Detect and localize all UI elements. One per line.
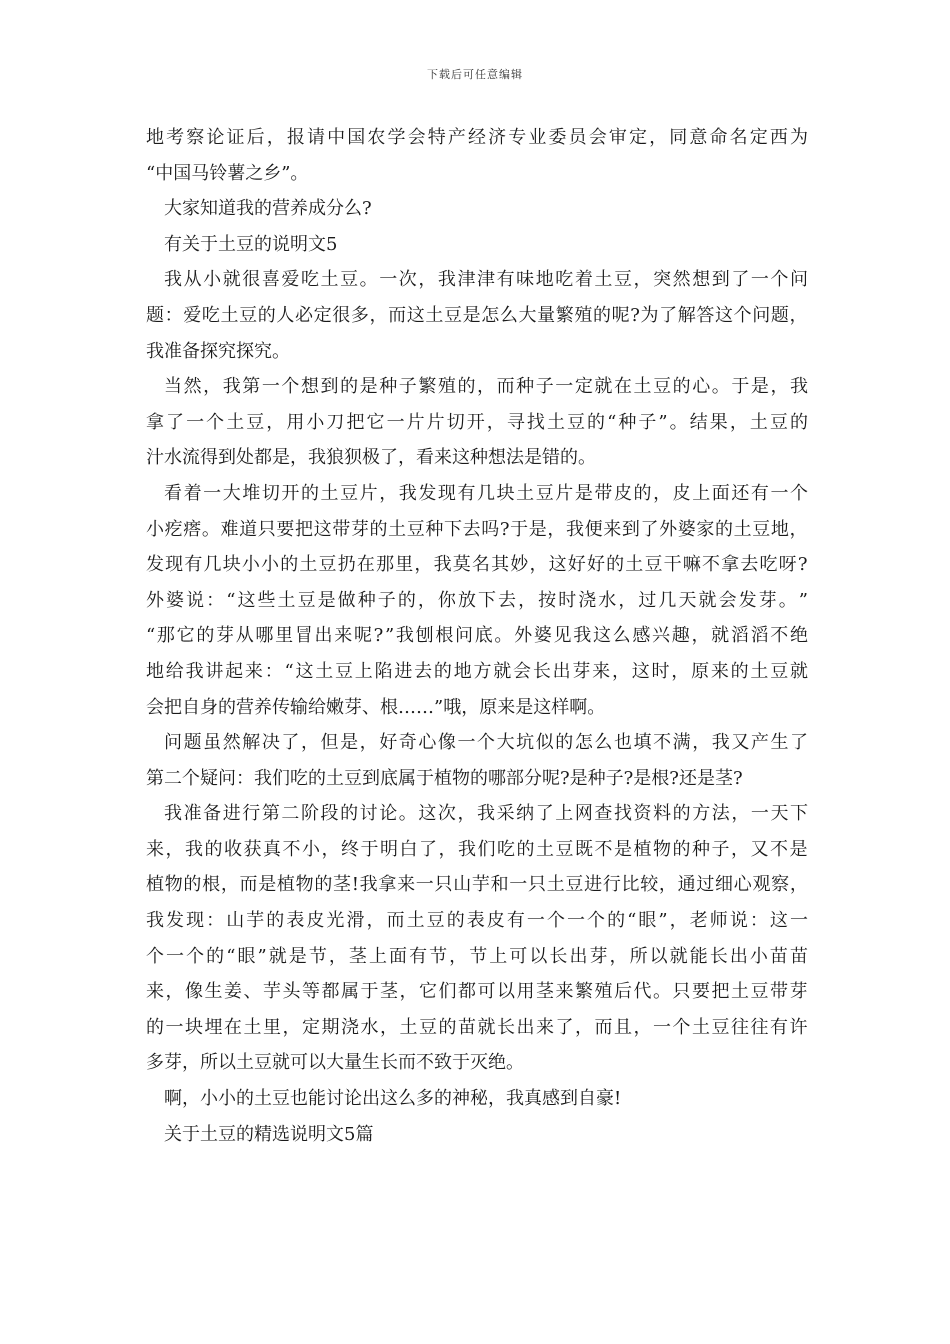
text-line: 题 ： 爱 吃 土 豆 的 人 必 定 很 多 ， 而 这 土 豆 是 怎 么 大 量 繁 殖 的 呢 ? 为 了 解 答 这 个 问 题 ， <box>146 304 808 326</box>
text-line: 关于土豆的精选说明文5篇 <box>164 1123 374 1145</box>
text-line: 拿 了 一 个 土 豆 ， 用 小 刀 把 它 一 片 片 切 开 ， 寻 找 土 豆 的 “ 种 子 ” 。 结 果 ， 土 豆 的 <box>146 411 808 433</box>
text-line: 汁水流得到处都是，我狼狈极了，看来这种想法是错的。 <box>146 447 596 469</box>
text-line: 问 题 虽 然 解 决 了 ， 但 是 ， 好 奇 心 像 一 个 大 坑 似 的 怎 么 也 填 不 满 ， 我 又 产 生 了 <box>164 732 808 754</box>
text-line: 我 从 小 就 很 喜 爱 吃 土 豆 。 一 次 ， 我 津 津 有 味 地 吃 着 土 豆 ， 突 然 想 到 了 一 个 问 <box>164 269 808 291</box>
text-line: “中国马铃薯之乡”。 <box>146 162 309 184</box>
text-line: 外 婆 说 ： “ 这 些 土 豆 是 做 种 子 的 ， 你 放 下 去 ， 按 时 浇 水 ， 过 几 天 就 会 发 芽 。 ” <box>146 589 808 611</box>
text-line: 发 现 有 几 块 小 小 的 土 豆 扔 在 那 里 ， 我 莫 名 其 妙 ， 这 好 好 的 土 豆 干 嘛 不 拿 去 吃 呀 ? <box>146 554 808 576</box>
text-line: 我 发 现 ： 山 芋 的 表 皮 光 滑 ， 而 土 豆 的 表 皮 有 一 个 一 个 的 “ 眼 ” ， 老 师 说 ： 这 一 <box>146 910 808 932</box>
text-line: “ 那 它 的 芽 从 哪 里 冒 出 来 呢 ? ” 我 刨 根 问 底 。 外 婆 见 我 这 么 感 兴 趣 ， 就 滔 滔 不 绝 <box>146 625 808 647</box>
text-line: 地 考 察 论 证 后 ， 报 请 中 国 农 学 会 特 产 经 济 专 业 委 员 会 审 定 ， 同 意 命 名 定 西 为 <box>146 127 808 148</box>
text-line: 的 一 块 埋 在 土 里 ， 定 期 浇 水 ， 土 豆 的 苗 就 长 出 来 了 ， 而 且 ， 一 个 土 豆 往 往 有 许 <box>146 1016 808 1038</box>
text-line: 当 然 ， 我 第 一 个 想 到 的 是 种 子 繁 殖 的 ， 而 种 子 一 定 就 在 土 豆 的 心 。 于 是 ， 我 <box>164 376 808 398</box>
text-line: 有关于土豆的说明文5 <box>164 233 338 255</box>
text-line: 来 ， 像 生 姜 、 芋 头 等 都 属 于 茎 ， 它 们 都 可 以 用 茎 来 繁 殖 后 代 。 只 要 把 土 豆 带 芽 <box>146 981 808 1003</box>
text-line: 个 一 个 的 “ 眼 ” 就 是 节 ， 茎 上 面 有 节 ， 节 上 可 以 长 出 芽 ， 所 以 就 能 长 出 小 苗 苗 <box>146 945 808 967</box>
page-header: 下载后可任意编辑 <box>427 68 523 81</box>
text-line: 我准备探究探究。 <box>146 340 290 362</box>
text-line: 啊，小小的土豆也能讨论出这么多的神秘，我真感到自豪! <box>164 1088 622 1110</box>
text-line: 植 物 的 根 ， 而 是 植 物 的 茎 ! 我 拿 来 一 只 山 芋 和 一 只 土 豆 进 行 比 较 ， 通 过 细 心 观 察 ， <box>146 874 808 896</box>
text-line: 第二个疑问：我们吃的土豆到底属于植物的哪部分呢?是种子?是根?还是茎? <box>146 767 743 789</box>
text-line: 大家知道我的营养成分么? <box>164 198 372 220</box>
text-line: 会把自身的营养传输给嫩芽、根……”哦，原来是这样啊。 <box>146 696 606 718</box>
text-line: 地 给 我 讲 起 来 ： “ 这 土 豆 上 陷 进 去 的 地 方 就 会 长 出 芽 来 ， 这 时 ， 原 来 的 土 豆 就 <box>146 660 808 682</box>
text-line: 我 准 备 进 行 第 二 阶 段 的 讨 论 。 这 次 ， 我 采 纳 了 上 网 查 找 资 料 的 方 法 ， 一 天 下 <box>164 803 808 825</box>
text-line: 多芽，所以土豆就可以大量生长而不致于灭绝。 <box>146 1052 524 1074</box>
text-line: 小 疙 瘩 。 难 道 只 要 把 这 带 芽 的 土 豆 种 下 去 吗 ? 于 是 ， 我 便 来 到 了 外 婆 家 的 土 豆 地 ， <box>146 518 808 540</box>
text-line: 来 ， 我 的 收 获 真 不 小 ， 终 于 明 白 了 ， 我 们 吃 的 土 豆 既 不 是 植 物 的 种 子 ， 又 不 是 <box>146 838 808 860</box>
document-body <box>146 120 808 1152</box>
text-line: 看 着 一 大 堆 切 开 的 土 豆 片 ， 我 发 现 有 几 块 土 豆 片 是 带 皮 的 ， 皮 上 面 还 有 一 个 <box>164 482 808 504</box>
